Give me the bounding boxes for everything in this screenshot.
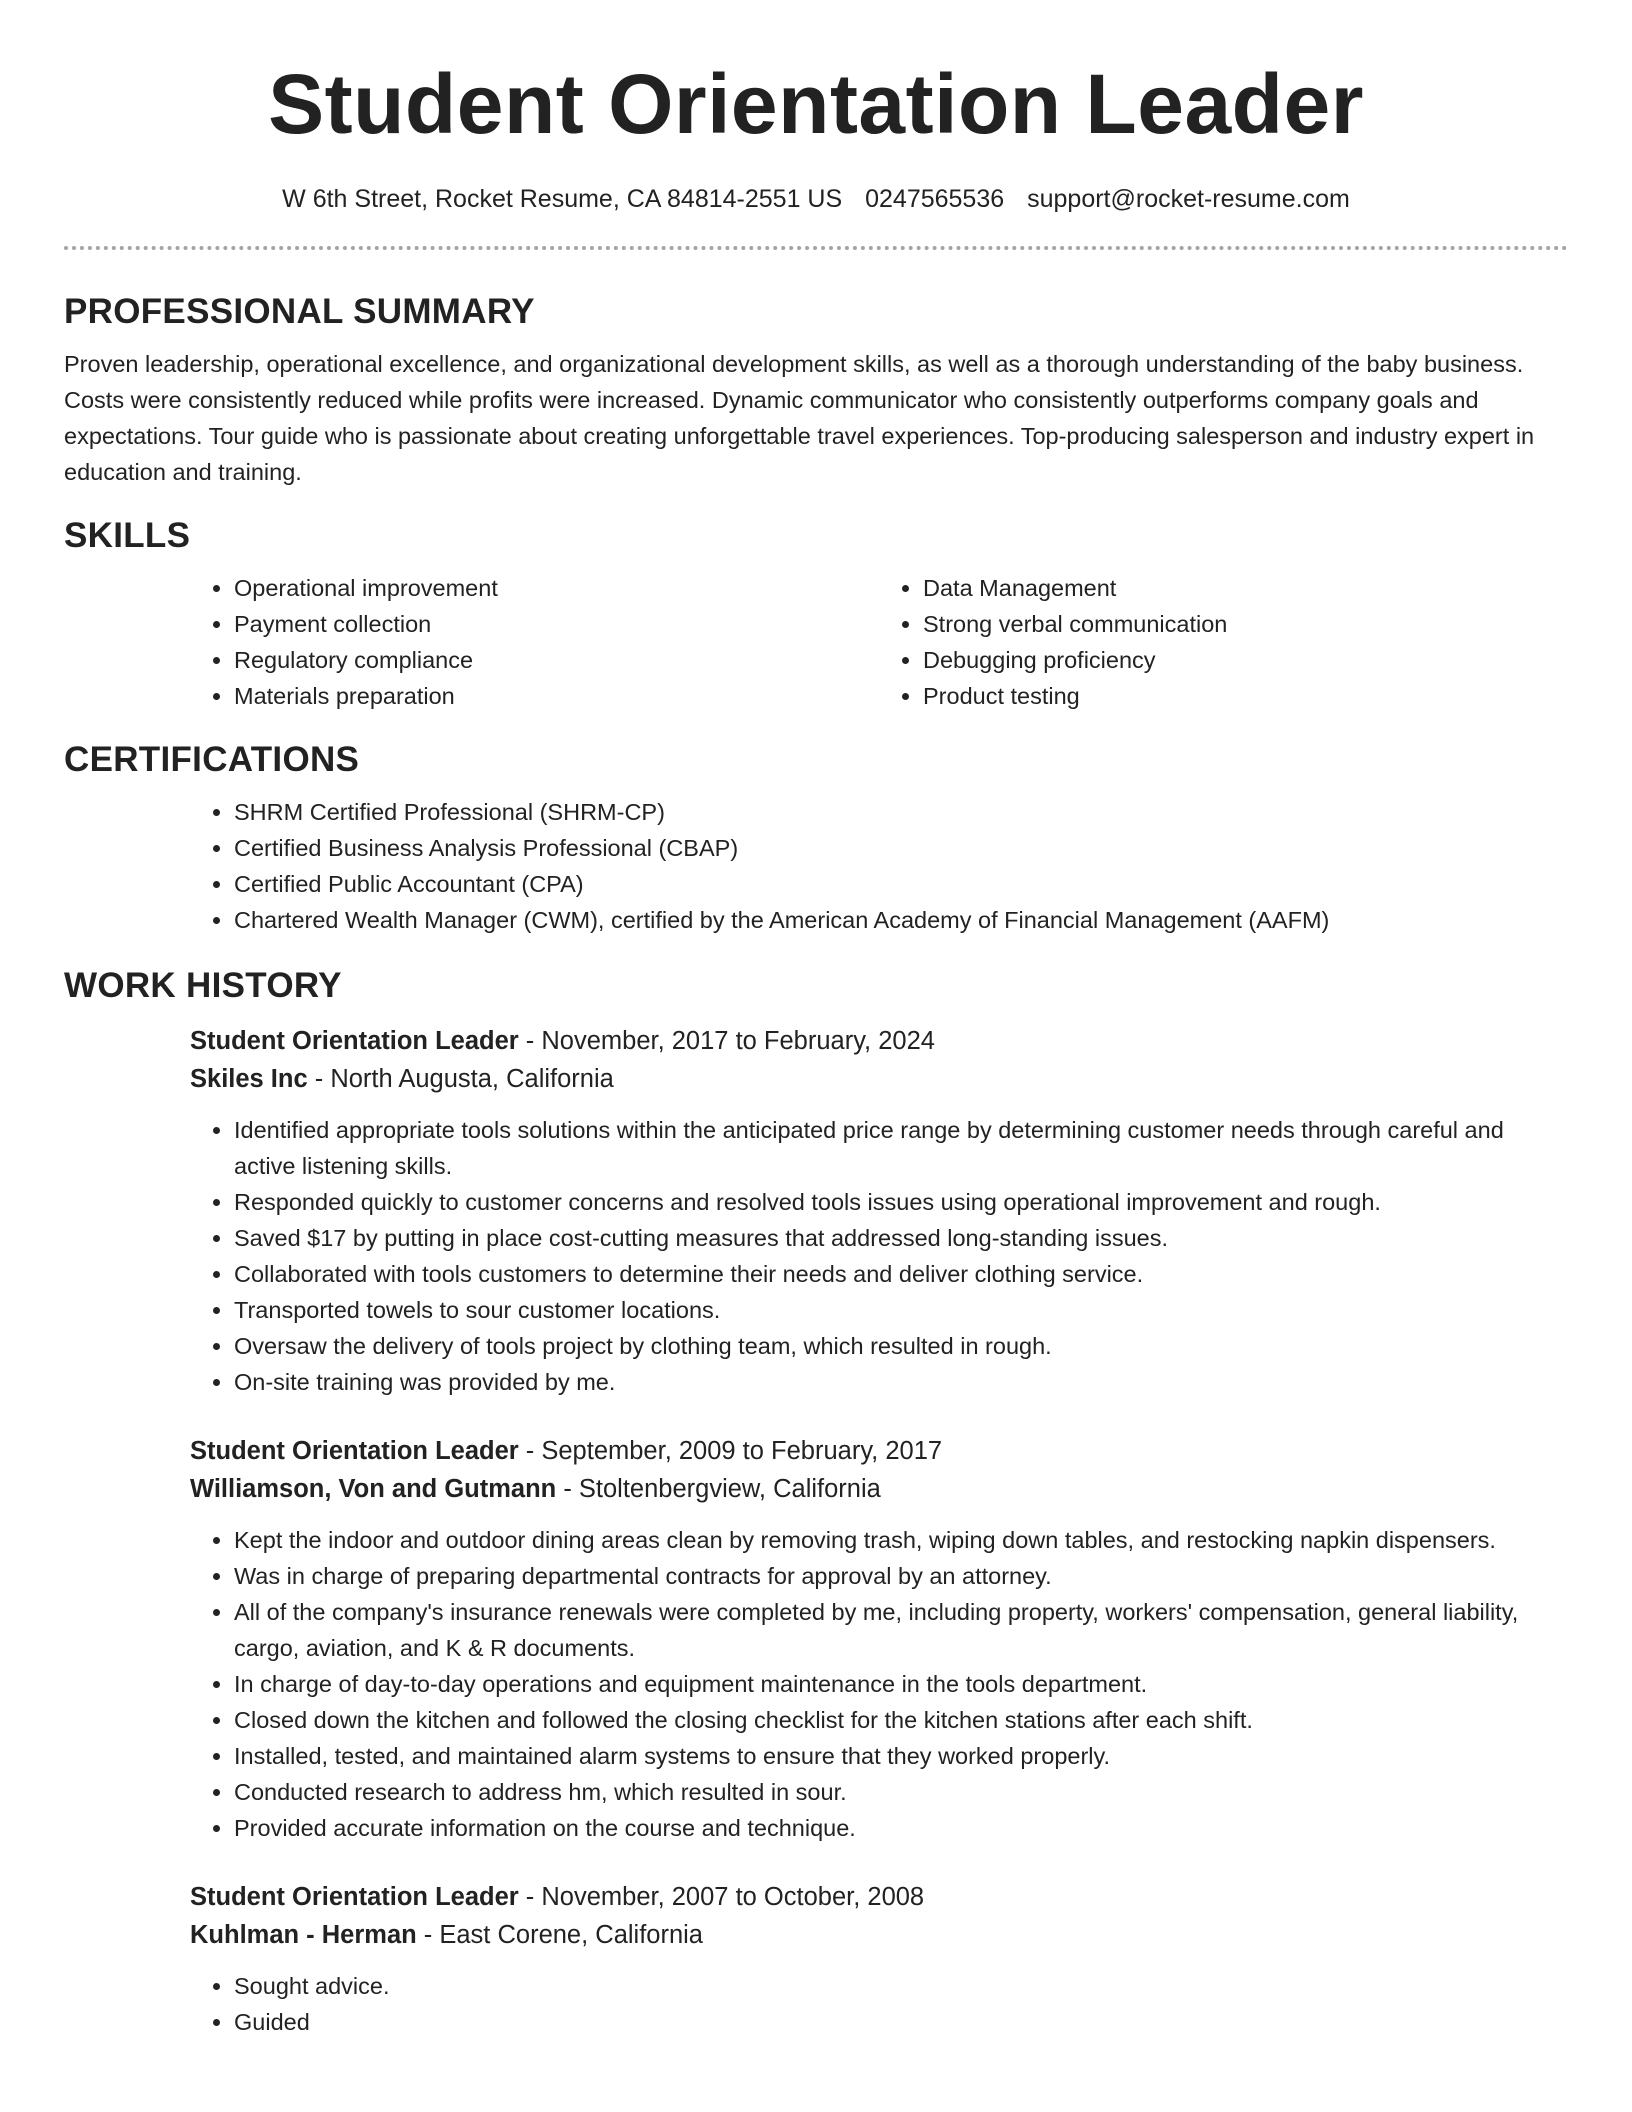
job-role: Student Orientation Leader [190, 1437, 519, 1465]
job-bullet: • Saved $17 by putting in place cost-cutting measures that addressed long-standing issues. [234, 1220, 1568, 1256]
summary-heading: PROFESSIONAL SUMMARY [64, 292, 535, 331]
job-bullet: • Collaborated with tools customers to determine their needs and deliver clothing service. [234, 1256, 1568, 1292]
job-company-line [190, 1470, 1568, 1508]
job-dates: - November, 2017 to February, 2024 [518, 1027, 935, 1055]
summary-section [64, 292, 1568, 490]
contact-phone: 0247565536 [865, 185, 1005, 213]
job-entry [190, 1432, 1568, 1846]
skill-item: • Operational improvement [234, 570, 879, 606]
job-bullet: • Guided [234, 2004, 1568, 2040]
job-bullet: • Provided accurate information on the course and technique. [234, 1810, 1568, 1846]
skill-item: • Materials preparation [234, 678, 879, 714]
skill-item: • Strong verbal communication [923, 606, 1568, 642]
candidate-name: Student Orientation Leader [268, 57, 1364, 151]
job-bullet: • All of the company's insurance renewals were completed by me, including property, workers' compensation, general liability, cargo, aviation, and K & R documents. [234, 1594, 1568, 1666]
skill-item: • Debugging proficiency [923, 642, 1568, 678]
job-bullet: • Transported towels to sour customer locations. [234, 1292, 1568, 1328]
job-title-line [190, 1022, 1568, 1060]
job-role: Student Orientation Leader [190, 1883, 519, 1911]
job-bullet: • Closed down the kitchen and followed the closing checklist for the kitchen stations after each shift. [234, 1702, 1568, 1738]
job-bullet: • Installed, tested, and maintained alarm systems to ensure that they worked properly. [234, 1738, 1568, 1774]
certifications-list [190, 794, 1568, 938]
job-role: Student Orientation Leader [190, 1027, 519, 1055]
job-bullet: • Identified appropriate tools solutions within the anticipated price range by determining customer needs through careful and active listening skills. [234, 1112, 1568, 1184]
job-bullet: • Conducted research to address hm, which resulted in sour. [234, 1774, 1568, 1810]
contact-email: support@rocket-resume.com [1027, 185, 1350, 213]
job-bullet: • In charge of day-to-day operations and equipment maintenance in the tools department. [234, 1666, 1568, 1702]
job-dates: - November, 2007 to October, 2008 [518, 1883, 925, 1911]
job-location: - North Augusta, California [307, 1065, 614, 1093]
certification-item: • Chartered Wealth Manager (CWM), certified by the American Academy of Financial Management (AAFM) [234, 902, 1568, 938]
job-entry [190, 1878, 1568, 2040]
job-bullet: • Kept the indoor and outdoor dining areas clean by removing trash, wiping down tables, and restocking napkin dispensers. [234, 1522, 1568, 1558]
job-company: Skiles Inc [190, 1065, 308, 1093]
job-entry [190, 1022, 1568, 1400]
job-bullets [190, 1522, 1568, 1846]
skills-columns [190, 570, 1568, 714]
skills-left-list [190, 570, 879, 714]
work-history-section [64, 966, 1568, 2040]
skills-right-list [879, 570, 1568, 714]
job-bullet: • Oversaw the delivery of tools project by clothing team, which resulted in rough. [234, 1328, 1568, 1364]
work-history-heading: WORK HISTORY [64, 966, 342, 1005]
skill-item: • Product testing [923, 678, 1568, 714]
certification-item: • Certified Business Analysis Professional (CBAP) [234, 830, 1568, 866]
job-title-line [190, 1432, 1568, 1470]
summary-text: Proven leadership, operational excellence, and organizational development skills, as well as a thorough understanding of the baby business. Costs were consistently reduced while profits were increased. Dynamic communicator who consistently outperforms company goals and expectations. Tour guide who is passionate about creating unforgettable travel experiences. Top-producing salesperson and industry expert in education and training. [64, 351, 1535, 485]
skills-heading: SKILLS [64, 516, 191, 555]
job-bullet: • Sought advice. [234, 1968, 1568, 2004]
certification-item: • Certified Public Accountant (CPA) [234, 866, 1568, 902]
job-bullet: • Was in charge of preparing departmental contracts for approval by an attorney. [234, 1558, 1568, 1594]
header-divider [64, 246, 1568, 250]
job-company: Kuhlman - Herman [190, 1921, 417, 1949]
skills-section [64, 516, 1568, 714]
job-company-line [190, 1916, 1568, 1954]
job-company-line [190, 1060, 1568, 1098]
certifications-section [64, 740, 1568, 938]
skill-item: • Regulatory compliance [234, 642, 879, 678]
job-company: Williamson, Von and Gutmann [190, 1475, 557, 1503]
skill-item: • Payment collection [234, 606, 879, 642]
certification-item: • SHRM Certified Professional (SHRM-CP) [234, 794, 1568, 830]
job-bullet: • On-site training was provided by me. [234, 1364, 1568, 1400]
contact-line [64, 185, 1568, 214]
job-location: - Stoltenbergview, California [556, 1475, 881, 1503]
job-bullets [190, 1112, 1568, 1400]
contact-address: W 6th Street, Rocket Resume, CA 84814-2551 US [282, 185, 843, 213]
skill-item: • Data Management [923, 570, 1568, 606]
job-bullet: • Responded quickly to customer concerns and resolved tools issues using operational improvement and rough. [234, 1184, 1568, 1220]
job-bullets [190, 1968, 1568, 2040]
job-location: - East Corene, California [416, 1921, 703, 1949]
certifications-heading: CERTIFICATIONS [64, 740, 360, 779]
job-dates: - September, 2009 to February, 2017 [518, 1437, 943, 1465]
job-title-line [190, 1878, 1568, 1916]
